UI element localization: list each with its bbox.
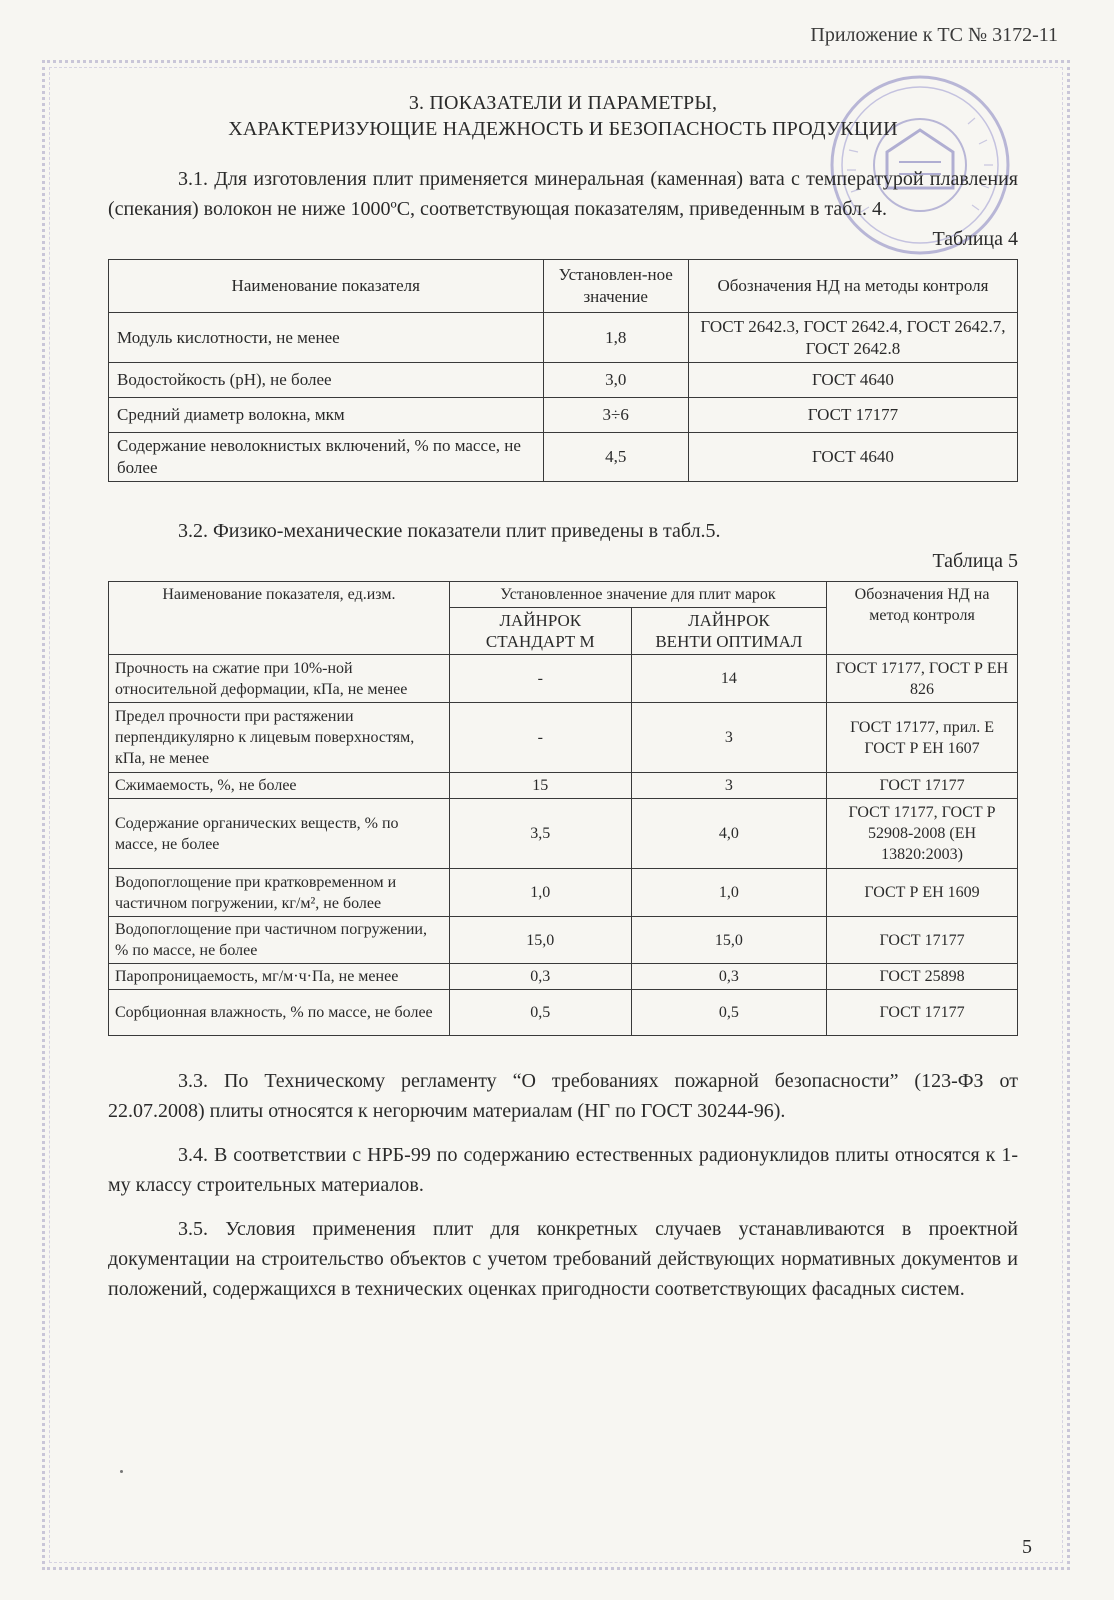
t4-cell: ГОСТ 4640 — [688, 363, 1017, 398]
table-row — [109, 869, 1018, 917]
paragraph-3-3: 3.3. По Техническому регламенту “О требованиях пожарной безопасности” (123-ФЗ от 22.07.2008) плиты относятся к негорючим материалам (НГ по ГОСТ 30244-96). — [108, 1070, 1018, 1122]
section-title-line1: 3. ПОКАЗАТЕЛИ И ПАРАМЕТРЫ, — [408, 92, 718, 114]
t5-cell: - — [449, 703, 631, 773]
t5-cell: ГОСТ 17177 — [827, 917, 1018, 964]
t5-cell: Сжимаемость, %, не более — [109, 773, 450, 799]
paragraph-3-1: 3.1. Для изготовления плит применяется минеральная (каменная) вата с температурой плавления (спекания) волокон не ниже 1000ºС, соответствующая показателям, приведенным в табл. 4. — [108, 168, 1018, 220]
t5-cell: 1,0 — [449, 869, 631, 917]
page-number: 5 — [1022, 1536, 1032, 1558]
t5-cell: Содержание органических веществ, % по массе, не более — [109, 799, 450, 869]
t5-cell: ГОСТ 17177 — [827, 773, 1018, 799]
t4-cell: Модуль кислотности, не менее — [109, 313, 544, 363]
table4-label: Таблица 4 — [932, 228, 1018, 250]
t4-cell: Водостойкость (рН), не более — [109, 363, 544, 398]
t5-cell: ГОСТ 17177, ГОСТ Р ЕН 826 — [827, 655, 1018, 703]
t5-cell: 3,5 — [449, 799, 631, 869]
t5-header-methods: Обозначения НД на метод контроля — [827, 582, 1018, 655]
t4-cell: 3,0 — [543, 363, 688, 398]
t4-header-methods: Обозначения НД на методы контроля — [688, 260, 1017, 313]
speck — [120, 1470, 123, 1473]
t4-cell: ГОСТ 17177 — [688, 398, 1017, 433]
t5-cell: 4,0 — [631, 799, 826, 869]
t5-cell: 3 — [631, 773, 826, 799]
brand1-line2: СТАНДАРТ М — [485, 632, 595, 651]
t5-cell: ГОСТ 17177 — [827, 990, 1018, 1036]
t5-cell: 15 — [449, 773, 631, 799]
page-reference: Приложение к ТС № 3172-11 — [810, 24, 1058, 46]
table-row — [109, 799, 1018, 869]
t5-cell: Сорбционная влажность, % по массе, не более — [109, 990, 450, 1036]
table-row — [109, 433, 1018, 482]
t5-cell: - — [449, 655, 631, 703]
t5-cell: 0,3 — [631, 964, 826, 990]
t5-header-brand2 — [631, 608, 826, 655]
t5-cell: ГОСТ 17177, ГОСТ Р 52908-2008 (ЕН 13820:2003) — [827, 799, 1018, 869]
brand1-line1: ЛАЙНРОК — [499, 611, 582, 630]
t5-cell: Водопоглощение при частичном погружении, % по массе, не более — [109, 917, 450, 964]
t5-cell: ГОСТ 25898 — [827, 964, 1018, 990]
t5-cell: ГОСТ Р ЕН 1609 — [827, 869, 1018, 917]
paragraph-3-4: 3.4. В соответствии с НРБ-99 по содержанию естественных радионуклидов плиты относятся к 1-му классу строительных материалов. — [108, 1144, 1018, 1196]
t5-header-brand1 — [449, 608, 631, 655]
t4-cell: Содержание неволокнистых включений, % по массе, не более — [109, 433, 544, 482]
table-row — [109, 363, 1018, 398]
t4-cell: 4,5 — [543, 433, 688, 482]
table5-label: Таблица 5 — [932, 550, 1018, 572]
t5-header-group: Установленное значение для плит марок — [449, 582, 826, 608]
t5-cell: 14 — [631, 655, 826, 703]
t5-cell: ГОСТ 17177, прил. Е ГОСТ Р ЕН 1607 — [827, 703, 1018, 773]
brand2-line2: ВЕНТИ ОПТИМАЛ — [655, 632, 803, 651]
table-row — [109, 773, 1018, 799]
t5-cell: 3 — [631, 703, 826, 773]
t4-cell: 1,8 — [543, 313, 688, 363]
table-row — [109, 964, 1018, 990]
table-row — [109, 655, 1018, 703]
t5-cell: Водопоглощение при кратковременном и частичном погружении, кг/м², не более — [109, 869, 450, 917]
t5-header-name: Наименование показателя, ед.изм. — [109, 582, 450, 655]
document-body — [108, 90, 1018, 1304]
brand2-line1: ЛАЙНРОК — [688, 611, 770, 630]
paragraph-3-5: 3.5. Условия применения плит для конкретных случаев устанавливаются в проектной документации на строительство объектов с учетом требований действующих нормативных документов и положений, содержащихся в технических оценках пригодности соответствующих фасадных систем. — [108, 1218, 1018, 1300]
table-4 — [108, 259, 1018, 482]
table-row — [109, 313, 1018, 363]
t4-cell: ГОСТ 2642.3, ГОСТ 2642.4, ГОСТ 2642.7, ГОСТ 2642.8 — [688, 313, 1017, 363]
paragraph-3-2: 3.2. Физико-механические показатели плит приведены в табл.5. — [178, 520, 721, 542]
table-row — [109, 990, 1018, 1036]
table-row — [109, 398, 1018, 433]
t5-cell: 0,3 — [449, 964, 631, 990]
t4-cell: 3÷6 — [543, 398, 688, 433]
table-row — [109, 917, 1018, 964]
t4-cell: Средний диаметр волокна, мкм — [109, 398, 544, 433]
t4-cell: ГОСТ 4640 — [688, 433, 1017, 482]
t5-cell: Прочность на сжатие при 10%-ной относительной деформации, кПа, не менее — [109, 655, 450, 703]
t5-cell: 0,5 — [449, 990, 631, 1036]
t5-cell: 1,0 — [631, 869, 826, 917]
t4-header-name: Наименование показателя — [109, 260, 544, 313]
t5-cell: Предел прочности при растяжении перпендикулярно к лицевым поверхностям, кПа, не менее — [109, 703, 450, 773]
t5-cell: 15,0 — [631, 917, 826, 964]
t5-cell: 0,5 — [631, 990, 826, 1036]
table-row — [109, 703, 1018, 773]
t5-cell: 15,0 — [449, 917, 631, 964]
table-5 — [108, 581, 1018, 1036]
t5-cell: Паропроницаемость, мг/м·ч·Па, не менее — [109, 964, 450, 990]
t4-header-value: Установлен-ное значение — [543, 260, 688, 313]
section-title-line2: ХАРАКТЕРИЗУЮЩИЕ НАДЕЖНОСТЬ И БЕЗОПАСНОСТЬ ПРОДУКЦИИ — [228, 118, 898, 140]
